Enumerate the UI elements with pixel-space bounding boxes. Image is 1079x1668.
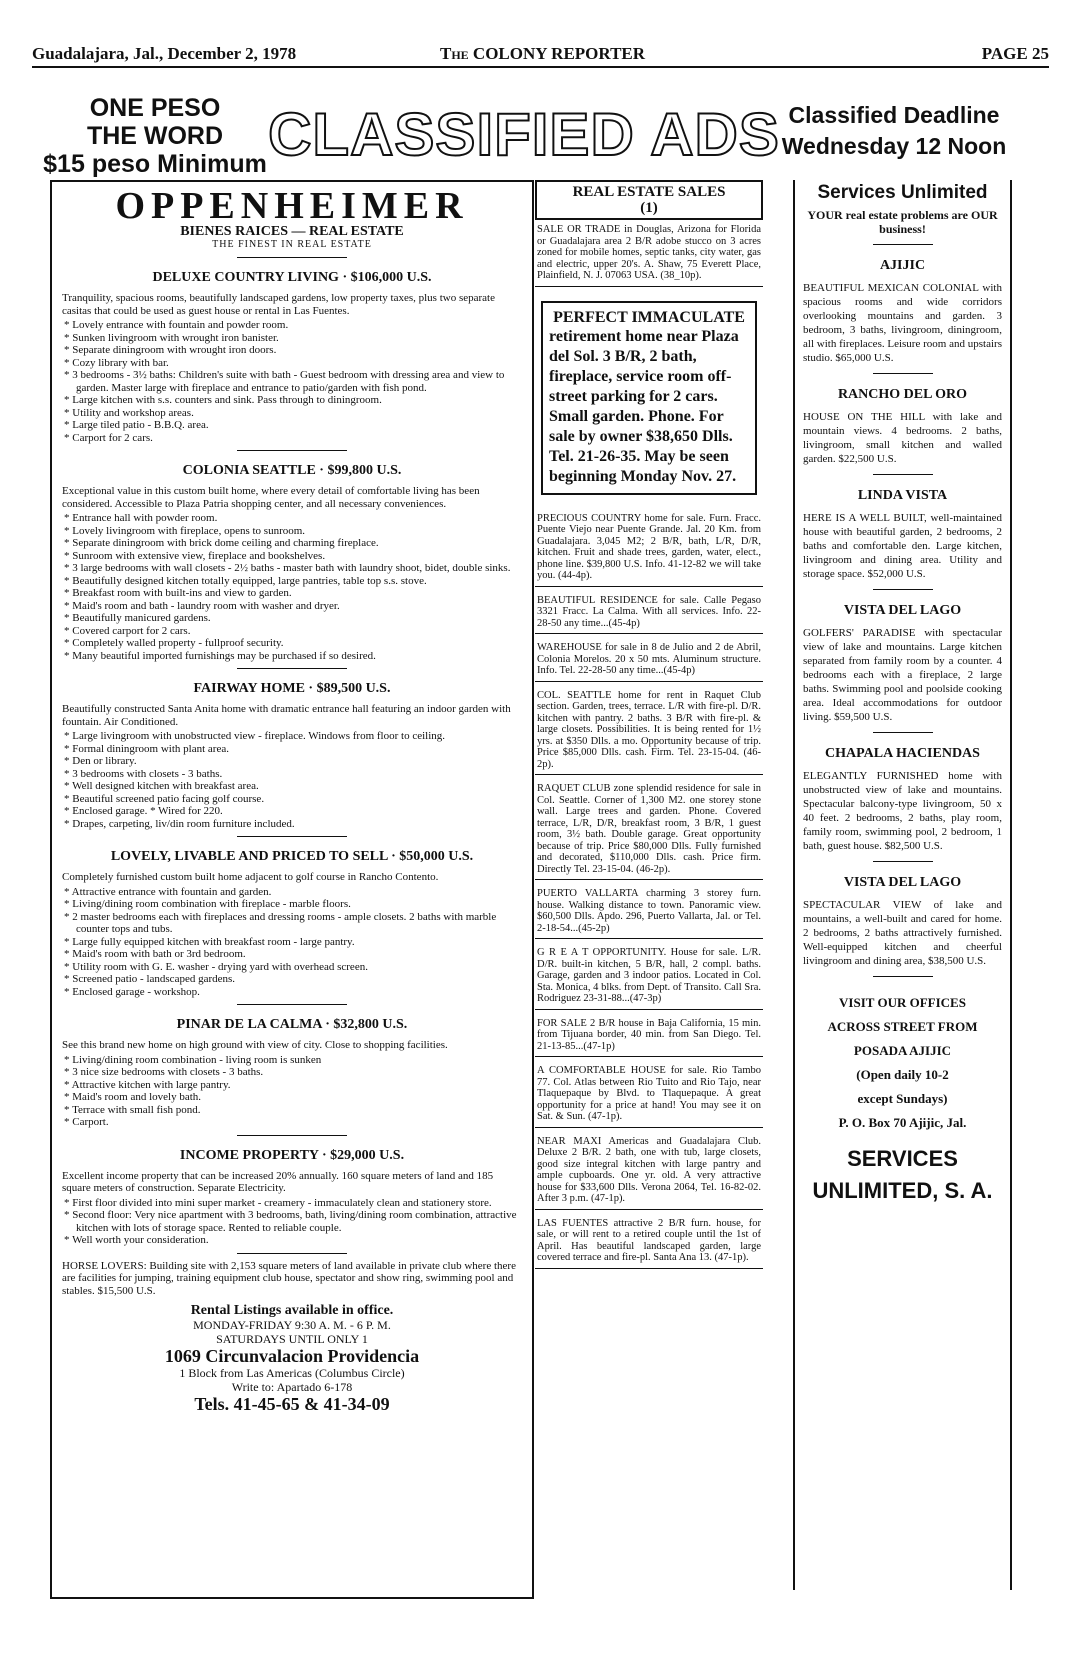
office-line: POSADA AJIJIC: [853, 1043, 952, 1058]
listing-feature: [62, 369, 522, 394]
bullet-icon: *: [64, 599, 73, 612]
listing-feature: [62, 1234, 522, 1247]
listing-description: SPECTACULAR VIEW of lake and mountains, a well-built and cared for home. 2 bedrooms, 2 baths attractively furnished. Well-equipped kitchen and cheerful livingroom and dining area, $38,500 U.S.: [803, 899, 1002, 967]
listing-intro: Beautifully constructed Santa Anita home with dramatic entrance hall featuring an indoor garden with fountain. Air Conditioned.: [62, 703, 511, 728]
office-address: 1069 Circunvalacion Providencia: [164, 1345, 420, 1366]
listing-feature-text: Attractive entrance with fountain and garden.: [71, 885, 272, 898]
listing-title: INCOME PROPERTY · $29,000 U.S.: [179, 1147, 405, 1163]
listing-feature-text: Maid's room and bath - laundry room with washer and dryer.: [72, 599, 340, 612]
divider: [237, 836, 347, 837]
bullet-icon: *: [64, 574, 73, 587]
listing-feature: [62, 1066, 522, 1079]
bullet-icon: *: [64, 792, 73, 805]
bullet-icon: *: [64, 562, 73, 574]
bullet-icon: *: [64, 356, 73, 369]
listing-feature-text: Carport for 2 cars.: [72, 431, 153, 444]
listing-feature-text: Well worth your consideration.: [72, 1234, 209, 1246]
listing-feature: [62, 600, 522, 613]
listing-feature-text: Enclosed garage - workshop.: [72, 985, 200, 998]
listing-feature-text: Sunroom with extensive view, fireplace and bookshelves.: [72, 549, 326, 562]
listing-description: HERE IS A WELL BUILT, well-maintained house with beautiful garden, 2 bedrooms, 2 baths and comfortable den. Large kitchen, livingroom and dining area. Utility and storage space. $52,000 U.S.: [803, 512, 1002, 580]
listing-feature: [62, 407, 522, 420]
divider: [873, 244, 933, 245]
listing-feature: [62, 1091, 522, 1104]
bullet-icon: *: [64, 331, 73, 344]
oppenheimer-ad: [50, 180, 534, 1599]
listing-feature: [62, 1079, 522, 1092]
agency-title: Services Unlimited: [817, 182, 988, 203]
bullet-icon: *: [64, 973, 73, 985]
listing-feature: [62, 793, 522, 806]
listing-feature: [62, 625, 522, 638]
listing-feature-text: Formal diningroom with plant area.: [72, 742, 229, 755]
horse-lovers-ad: HORSE LOVERS: Building site with 2,153 square meters of land available in private club where there are facilities for jumping, training equipment club house, spectator and show ring, swimming pool and stables. $15,500 U.S.: [62, 1259, 516, 1297]
classified-ad: NEAR MAXI Americas and Guadalajara Club. Deluxe 2 B/R. 2 bath, one with tub, large closets, good size integral kitchen with large pantry and ample cupboards. One yr. old. A very attractive house for $33,600 Dlls. Verona 2064, Tel. 16-82-02. After 3 p.m. (47-1p).: [535, 1132, 763, 1210]
bullet-icon: *: [64, 985, 73, 998]
listing-feature: [62, 550, 522, 563]
bullet-icon: *: [64, 767, 73, 780]
bullet-icon: *: [64, 587, 73, 599]
listing-location: CHAPALA HACIENDAS: [825, 746, 980, 761]
listing-description: BEAUTIFUL MEXICAN COLONIAL with spacious rooms and wide corridors overlooking mountains and garden. 3 bedroom, 3 baths, livingroom, diningroom, all with fireplaces. Leisure room and upstairs studio. $65,000 U.S.: [803, 282, 1002, 364]
listing-feature: [62, 805, 522, 818]
listing-feature: [62, 1209, 522, 1234]
divider: [237, 668, 347, 669]
listing-feature-text: Well designed kitchen with breakfast area.: [72, 780, 259, 792]
listing-feature-text: Separate diningroom with wrought iron doors.: [72, 344, 277, 356]
listing-feature: [62, 537, 522, 550]
listing-feature: [62, 986, 522, 999]
bullet-icon: *: [64, 1078, 72, 1091]
classified-ad: SALE OR TRADE in Douglas, Arizona for Florida or Guadalajara area 2 B/R adobe stucco on 3 acres zoned for mobile homes, septic tanks, city water, gas and electric, upper 20's. A. Shaw, 75 Everett Place, Plainfield, N. J. 07063 USA. (38_10p).: [535, 220, 763, 287]
classified-ad: PUERTO VALLARTA charming 3 storey furn. house. Walking distance to town. Panoramic view. $60,500 Dlls. Apdo. 296, Puerto Vallarta, Jal. or Tel. 2-18-54...(45-2p): [535, 884, 763, 939]
bullet-icon: *: [64, 512, 73, 524]
listing-feature-text: Large livingroom with unobstructed view - fireplace. Windows from floor to ceiling.: [72, 730, 446, 742]
bullet-icon: *: [64, 885, 72, 898]
listing-feature: [62, 911, 522, 936]
bullet-icon: *: [64, 898, 73, 910]
listing-feature: [62, 780, 522, 793]
classified-ad: LAS FUENTES attractive 2 B/R furn. house, for sale, or will rent to a retired couple until the 1st of April. Has beautiful landscaped garden, large covered terrace and fire-pl. Santa Ana 13. (47-1p).: [535, 1214, 763, 1269]
rate-info: [30, 94, 280, 178]
listing-feature: [62, 637, 522, 650]
listing-feature-text: Large tiled patio - B.B.Q. area.: [72, 419, 209, 431]
divider: [873, 589, 933, 590]
listing-feature: [62, 768, 522, 781]
divider: [237, 450, 347, 451]
listing-feature: [62, 344, 522, 357]
bullet-icon: *: [64, 394, 73, 406]
listing-feature: [62, 432, 522, 445]
listing-feature-text: Large fully equipped kitchen with breakfast room - large pantry.: [72, 935, 355, 948]
classified-ad: A COMFORTABLE HOUSE for sale. Rio Tambo 77. Col. Atlas between Rio Tuito and Rio Tajo, near Tlaquepaque by Blvd. to Tlaquepaque. A great opportunity for a price at hand! You may see it on Sat. & Sun. (47-1p).: [535, 1061, 763, 1128]
column-header: [535, 180, 763, 220]
listing-feature-text: Beautifully designed kitchen totally equipped, large pantries, table top s.s. stove.: [72, 574, 427, 587]
listing-title: DELUXE COUNTRY LIVING · $106,000 U.S.: [152, 270, 432, 285]
rate-line-2: THE WORD: [86, 122, 224, 150]
bullet-icon: *: [64, 755, 73, 767]
listing-feature-text: 3 bedrooms with closets - 3 baths.: [72, 767, 223, 780]
services-unlimited-ad: [793, 180, 1012, 1590]
bullet-icon: *: [64, 637, 73, 649]
bullet-icon: *: [64, 805, 73, 817]
deadline-line-1: Classified Deadline: [788, 102, 1000, 128]
listing-feature-text: Terrace with small fish pond.: [72, 1103, 201, 1116]
divider: [237, 1253, 347, 1254]
listing-feature: [62, 961, 522, 974]
bullet-icon: *: [64, 1103, 73, 1116]
listing-feature: [62, 357, 522, 370]
listing-title: COLONIA SEATTLE · $99,800 U.S.: [182, 463, 402, 478]
listing-feature: [62, 562, 522, 575]
bullet-icon: *: [64, 1234, 73, 1246]
divider: [873, 373, 933, 374]
listing-feature: [62, 1197, 522, 1210]
listing-feature-text: Carport.: [72, 1116, 109, 1128]
listing-location: AJIJIC: [879, 258, 926, 273]
listing-feature-text: Beautifully manicured gardens.: [72, 612, 211, 624]
listing-feature-text: Entrance hall with powder room.: [72, 512, 218, 524]
section-title: CLASSIFIED ADS: [268, 101, 780, 168]
listing-feature-text: First floor divided into mini super market - creamery - immaculately clean and stationery store.: [72, 1196, 492, 1209]
divider: [237, 1004, 347, 1005]
listing-location: VISTA DEL LAGO: [843, 603, 962, 618]
listing-feature-text: Beautiful screened patio facing golf course.: [72, 792, 265, 805]
listing-intro: Exceptional value in this custom built home, where every detail of comfortable living has been considered. Accessible to Plaza Patria shopping center, and all necessary conveniences.: [62, 485, 480, 510]
bullet-icon: *: [64, 742, 73, 755]
listing-feature-text: Separate diningroom with brick dome ceiling and charming fireplace.: [72, 537, 379, 549]
listing-list: [803, 259, 1002, 968]
bullet-icon: *: [64, 730, 73, 742]
listing-intro: Completely furnished custom built home adjacent to golf course in Rancho Contento.: [62, 871, 439, 883]
newspaper-name: The COLONY REPORTER: [440, 44, 646, 63]
bullet-icon: *: [64, 624, 73, 637]
agency-name: OPPENHEIMER: [115, 185, 469, 227]
listing-feature: [62, 886, 522, 899]
office-hours-weekday: MONDAY-FRIDAY 9:30 A. M. - 6 P. M.: [193, 1317, 391, 1332]
listing-feature: [62, 612, 522, 625]
classified-ad: COL. SEATTLE home for rent in Raquet Club section. Garden, trees, terrace. L/R with fire-pl. D/R. kitchen with pantry. 2 baths. 3 B/R with fire-pl. & large closets. Possibilities. It is being rented for 1½ yrs. at $350 Dlls. a mo. Opportunity because of trip. Price $85,000 Dlls. cash. Firm. Tel. 23-15-04. (46-2p).: [535, 686, 763, 776]
page-number: PAGE 25: [981, 44, 1049, 63]
listing-feature-text: Utility room with G. E. washer - drying yard with overhead screen.: [72, 960, 368, 973]
listing-feature-text: Second floor: Very nice apartment with 3 bedrooms, bath, living/dining room combination, attractive kitchen with lots of storage space. Rented to reliable couple.: [72, 1209, 517, 1234]
dateline: Guadalajara, Jal., December 2, 1978: [32, 44, 297, 63]
office-location-note: 1 Block from Las Americas (Columbus Circle): [179, 1366, 405, 1380]
bullet-icon: *: [64, 1091, 73, 1103]
rental-note: Rental Listings available in office.: [190, 1303, 394, 1318]
bullet-icon: *: [64, 960, 73, 973]
classified-ad-list: [535, 509, 763, 1269]
listing-description: HOUSE ON THE HILL with lake and mountain views. 4 bedrooms. 2 baths, livingroom, small kitchen and walled garden. $22,500 U.S.: [803, 411, 1002, 465]
listing-feature: [62, 730, 522, 743]
listing-feature-text: Den or library.: [72, 755, 137, 767]
listing-feature: [62, 650, 522, 663]
listing-feature: [62, 419, 522, 432]
listing-feature-text: Drapes, carpeting, liv/din room furniture included.: [72, 817, 295, 830]
listing-feature-text: Large kitchen with s.s. counters and sink. Pass through to diningroom.: [72, 394, 382, 406]
listing-feature: [62, 1054, 522, 1067]
bullet-icon: *: [64, 406, 73, 419]
rate-line-1: ONE PESO: [89, 94, 221, 122]
listing-title: FAIRWAY HOME · $89,500 U.S.: [193, 681, 391, 696]
classified-ad: RAQUET CLUB zone splendid residence for sale in Col. Seattle. Corner of 1,300 M2. one storey stone wall. Large trees and garden. Phone. Covered terrace, L/R, D/R, breakfast room, 3 B/R, 1 guest room, 3½ bath. Double garage. Great opportunity because of trip. Price $80,000 Dlls. Fully furnished and decorated, $110,000 Dlls. cash. Price firm. Directly Tel. 23-15-04. (46-2p).: [535, 779, 763, 880]
featured-ad-body: retirement home near Plaza del Sol. 3 B/R, 2 bath, fireplace, service room off-street parking for 2 cars. Small garden. Phone. For sale by owner $38,650 Dlls. Tel. 21-26-35. May be seen beginning Monday Nov. 27.: [549, 327, 739, 485]
listing-feature-text: Utility and workshop areas.: [72, 406, 194, 419]
listing-feature: [62, 755, 522, 768]
divider: [237, 1135, 347, 1136]
listing-feature: [62, 525, 522, 538]
listing-description: ELEGANTLY FURNISHED home with unobstructed view of lake and mountains. Spectacular balcony-type livingroom, 50 x 40 feet. 2 bedrooms, 2 baths, play room, family room, swimming pool, 2 bedroom, 1 bath, guest house. $82,500 U.S.: [803, 770, 1002, 852]
listing-location: VISTA DEL LAGO: [843, 875, 962, 890]
listing-feature: [62, 1116, 522, 1129]
listing-feature: [62, 332, 522, 345]
bullet-icon: *: [64, 431, 73, 444]
bullet-icon: *: [64, 780, 73, 792]
listing-intro: Tranquility, spacious rooms, beautifully landscaped gardens, low property taxes, plus two separate casitas that could be used as guest house or rental in Las Fuentes.: [62, 292, 495, 317]
listing-feature-text: Screened patio - landscaped gardens.: [72, 973, 236, 985]
office-line: (Open daily 10-2: [856, 1067, 949, 1082]
listing-feature-text: Enclosed garage. * Wired for 220.: [72, 805, 223, 817]
office-line: P. O. Box 70 Ajijic, Jal.: [838, 1115, 967, 1130]
divider: [873, 861, 933, 862]
listing-feature: [62, 973, 522, 986]
mailing-address: Write to: Apartado 6-178: [231, 1380, 353, 1394]
office-line: except Sundays): [857, 1091, 948, 1106]
listing-feature-text: Lovely entrance with fountain and powder room.: [72, 319, 289, 331]
office-line: ACROSS STREET FROM: [827, 1019, 978, 1034]
telephones: Tels. 41-45-65 & 41-34-09: [194, 1394, 390, 1414]
classified-ad: G R E A T OPPORTUNITY. House for sale. L/R. D/R. built-in kitchen, 5 B/R, hall, 2 compl. baths. Garage, garden and 3 indoor patios. Located in Col. Sta. Monica, 4 blks. from Dept. of Transito. Call Sra. Rodriguez 23-31-88...(47-3p): [535, 943, 763, 1010]
bullet-icon: *: [64, 935, 73, 948]
listing-feature-text: Breakfast room with built-ins and view to garden.: [72, 587, 292, 599]
page-header: [32, 44, 1049, 68]
listing-feature: [62, 818, 522, 831]
listing-feature-text: Maid's room and lovely bath.: [72, 1091, 202, 1103]
office-info: [803, 991, 1002, 1135]
classified-ad: WAREHOUSE for sale in 8 de Julio and 2 de Abril, Colonia Morelos. 20 x 50 mts. Aluminum structure. Info. Tel. 22-28-50 any time...(45-4p): [535, 638, 763, 682]
listing-feature: [62, 575, 522, 588]
listing-feature: [62, 319, 522, 332]
listing-feature-text: 3 nice size bedrooms with closets - 3 baths.: [72, 1066, 264, 1078]
listing-feature-text: Living/dining room combination - living room is sunken: [72, 1053, 322, 1066]
listing-feature-text: 2 master bedrooms each with fireplaces and dressing rooms - ample closets. 2 baths with marble counter tops and tubs.: [72, 910, 497, 935]
listing-feature-text: Maid's room with bath or 3rd bedroom.: [72, 948, 246, 960]
bullet-icon: *: [64, 1196, 73, 1209]
listing-feature-text: Covered carport for 2 cars.: [72, 624, 191, 637]
bullet-icon: *: [64, 1209, 73, 1221]
rate-line-3: $15 peso Minimum: [43, 150, 267, 178]
deadline-info: [774, 100, 1014, 162]
deadline-line-2: Wednesday 12 Noon: [781, 133, 1007, 159]
listing-intro: See this brand new home on high ground with view of city. Close to shopping facilities.: [62, 1039, 448, 1051]
listing-feature: [62, 587, 522, 600]
listing-feature: [62, 512, 522, 525]
listing-feature-text: Living/dining room combination with fireplace - marble floors.: [72, 898, 351, 910]
featured-ad-title: PERFECT IMMACULATE: [553, 308, 745, 326]
listing-feature-text: Lovely livingroom with fireplace, opens to sunroom.: [72, 524, 306, 537]
bullet-icon: *: [64, 344, 73, 356]
bullet-icon: *: [64, 1053, 73, 1066]
listing-feature-text: Many beautiful imported furnishings may be purchased if so desired.: [72, 649, 376, 662]
bullet-icon: *: [64, 1116, 73, 1128]
listing-feature: [62, 936, 522, 949]
bullet-icon: *: [64, 319, 73, 331]
bullet-icon: *: [64, 369, 73, 381]
listing-feature: [62, 948, 522, 961]
listing-feature-text: 3 bedrooms - 3½ baths: Children's suite with bath - Guest bedroom with dressing area and view to garden. Master large with fireplace and entrance to patio/garden with fish pond.: [72, 369, 505, 394]
listing-feature-text: Sunken livingroom with wrought iron banister.: [72, 331, 279, 344]
listing-description: GOLFERS' PARADISE with spectacular view of lake and mountains. Large kitchen separated from family room by a counter. 4 bedrooms each with a fireplace, 2 large baths. Swimming pool and poolside cooking area. Ideal accommodations for outdoor living. $59,500 U.S.: [803, 627, 1002, 723]
bullet-icon: *: [64, 910, 73, 923]
classified-ad: PRECIOUS COUNTRY home for sale. Furn. Fracc. Puente Viejo near Puente Grande. Jal. 20 Km. from Guadalajara. 3,045 M2; 2 B/R, bath, L/R, D/R, kitchen. Fruit and shade trees, garden, water, elect., phone line. $39,800 U.S. Info. 41-12-82 we will take you. (44-4p).: [535, 509, 763, 587]
column-header-number: (1): [640, 200, 658, 216]
bullet-icon: *: [64, 612, 73, 624]
listing-title: PINAR DE LA CALMA · $32,800 U.S.: [176, 1017, 408, 1032]
bullet-icon: *: [64, 649, 73, 662]
bullet-icon: *: [64, 549, 73, 562]
agency-subtitle: BIENES RAICES — REAL ESTATE: [180, 223, 404, 239]
real-estate-sales-column: [535, 180, 763, 1590]
divider: [237, 257, 347, 258]
agency-tagline: THE FINEST IN REAL ESTATE: [212, 238, 372, 250]
bullet-icon: *: [64, 1066, 73, 1078]
listing-feature-text: Attractive kitchen with large pantry.: [71, 1078, 231, 1091]
column-header-title: REAL ESTATE SALES: [572, 184, 726, 200]
listing-feature: [62, 898, 522, 911]
listing-feature-text: 3 large bedrooms with wall closets - 2½ baths - master bath with laundry shoot, bidet, double sinks.: [72, 562, 511, 574]
listing-location: RANCHO DEL ORO: [837, 387, 968, 402]
brand-line: UNLIMITED, S. A.: [812, 1178, 993, 1203]
listing-feature-text: Cozy library with bar.: [72, 356, 169, 369]
divider: [873, 976, 933, 977]
bullet-icon: *: [64, 948, 73, 960]
bullet-icon: *: [64, 817, 73, 830]
featured-ad: [541, 301, 757, 495]
listing-feature: [62, 1104, 522, 1117]
listing-intro: Excellent income property that can be increased 20% annually. 160 square meters of land and 185 square meters of construction. Separate Electricity.: [62, 1169, 494, 1194]
brand-line: SERVICES: [847, 1146, 958, 1171]
listing-location: LINDA VISTA: [857, 488, 948, 503]
divider: [873, 732, 933, 733]
bullet-icon: *: [64, 419, 73, 431]
classified-ad: FOR SALE 2 B/R house in Baja California, 15 min. from Tijuana border, 40 min. from San Diego. Tel. 21-13-85...(47-1p): [535, 1014, 763, 1058]
divider: [873, 474, 933, 475]
bullet-icon: *: [64, 537, 73, 549]
listing-feature-text: Completely walled property - fullproof security.: [72, 637, 284, 649]
classified-ad: BEAUTIFUL RESIDENCE for sale. Calle Pegaso 3321 Fracc. La Calma. With all services. Info. 22-28-50 any time...(45-4p): [535, 591, 763, 635]
agency-tagline: YOUR real estate problems are OUR business!: [807, 208, 998, 236]
listing-feature: [62, 394, 522, 407]
brand-footer: [803, 1143, 1002, 1207]
bullet-icon: *: [64, 524, 73, 537]
office-hours-saturday: SATURDAYS UNTIL ONLY 1: [216, 1331, 368, 1346]
office-line: VISIT OUR OFFICES: [839, 995, 966, 1010]
listing-sections: [62, 270, 522, 1247]
listing-feature: [62, 743, 522, 756]
listing-title: LOVELY, LIVABLE AND PRICED TO SELL · $50,000 U.S.: [110, 849, 474, 864]
